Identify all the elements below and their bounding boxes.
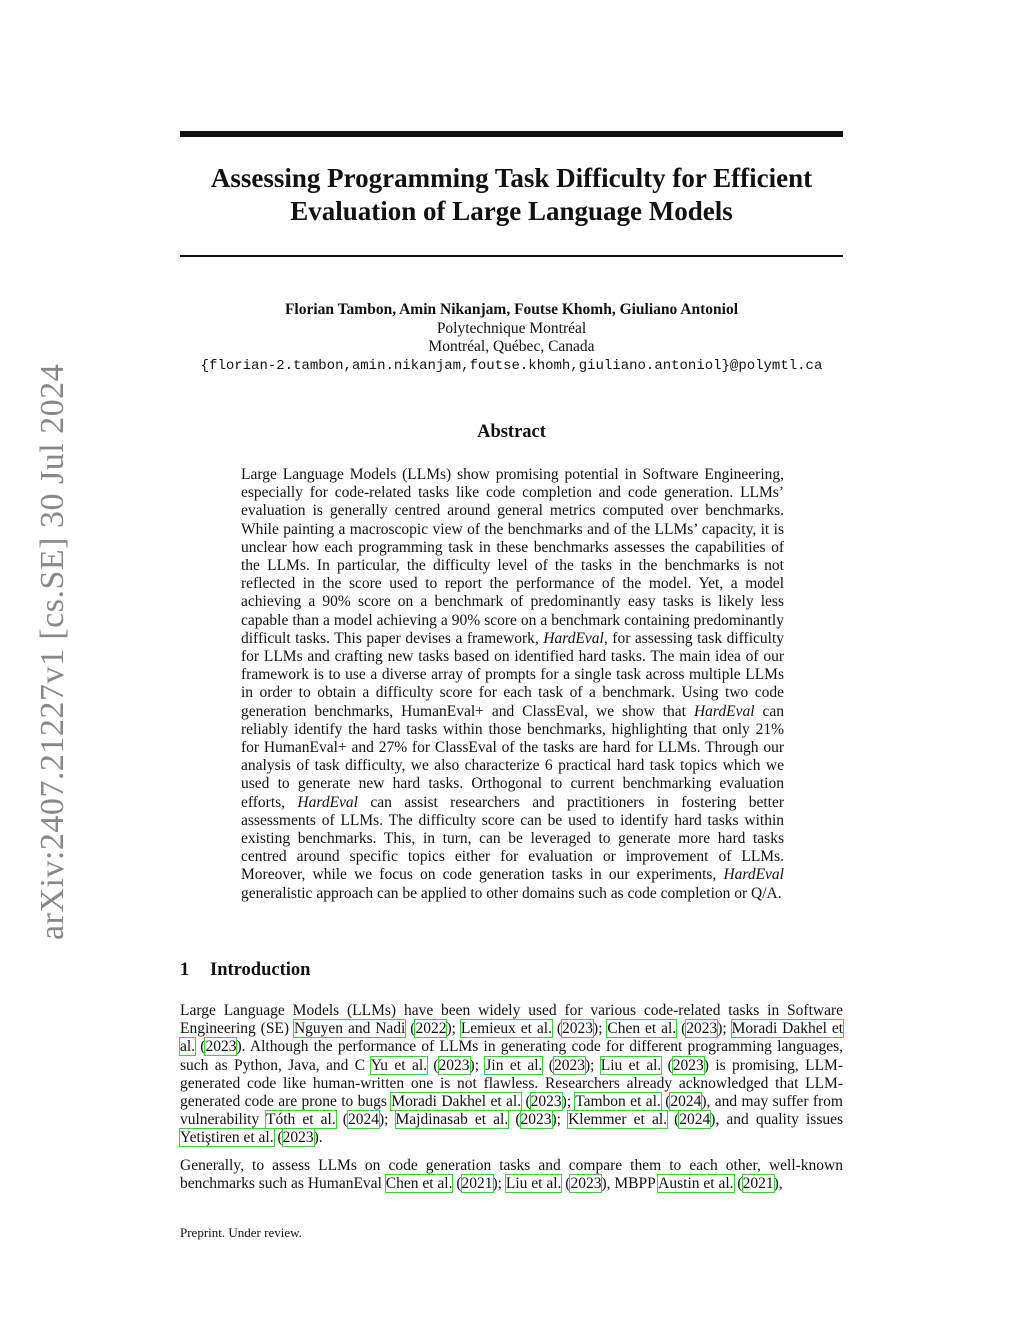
abstract-body	[241, 466, 784, 903]
footer-note: Preprint. Under review.	[180, 1225, 302, 1240]
citation-year-link[interactable]: 2023	[530, 1093, 562, 1111]
title-bottom-rule	[180, 255, 843, 257]
body-text: Generally, to assess LLMs on code generation tasks and compare them to each other, well-known benchmarks such as HumanEval	[180, 1157, 843, 1193]
body-text: is promising, LLM-generated code like human-written one is not flawless. Researchers already acknowledged that LLM-generated code are prone to bugs	[180, 1056, 843, 1111]
body-text: .	[318, 1129, 323, 1147]
citation-link[interactable]: Tambon et al.	[575, 1093, 661, 1111]
citation-link[interactable]: Nguyen and Nadi	[293, 1020, 406, 1038]
abstract-text: , for assessing task difficulty for LLMs and crafting new tasks based on identified hard tasks. The main idea of our framework is to use a diverse array of prompts for a single task across multiple LLMs in order to obtain a difficulty score for each task of a benchmark. Using two code generation benchmarks, HumanEval+ and ClassEval, we show that	[241, 629, 784, 720]
citation-year-link[interactable]: 2023	[562, 1020, 594, 1038]
author-names: Florian Tambon, Amin Nikanjam, Foutse Khomh, Giuliano Antoniol	[284, 301, 739, 318]
body-text: . Although the performance of LLMs in generating code for different programming languages, such as Python, Java, and C	[180, 1038, 843, 1074]
citation-year-link[interactable]: 2021	[742, 1175, 774, 1193]
citation-year-link[interactable]: 2023	[553, 1056, 585, 1074]
citation-link[interactable]: Lemieux et al.	[460, 1020, 552, 1038]
body-text: , MBPP	[606, 1175, 659, 1193]
author-location: Montréal, Québec, Canada	[428, 338, 595, 355]
body-text: Large Language Models (LLMs) have been widely used for various code-related tasks in Software Engineering (SE)	[180, 1002, 843, 1038]
citation-year-link[interactable]: 2023	[570, 1175, 602, 1193]
citation-year-link[interactable]: 2024	[670, 1093, 702, 1111]
citation-year-link[interactable]: 2023	[438, 1056, 470, 1074]
citation-link[interactable]: Yetiştiren et al.	[180, 1129, 274, 1147]
section-heading-introduction	[180, 960, 310, 981]
citation-link[interactable]: Austin et al.	[658, 1175, 734, 1193]
abstract-text: generalistic approach can be applied to other domains such as code completion or Q/A.	[241, 884, 782, 902]
body-text: ,	[778, 1175, 783, 1193]
citation-link[interactable]: Liu et al.	[600, 1056, 662, 1074]
body-text: , and quality issues	[715, 1111, 844, 1129]
citation-link[interactable]: Chen et al.	[385, 1175, 453, 1193]
citation-year-link[interactable]: 2023	[282, 1129, 314, 1147]
citation-link[interactable]: Majdinasab et al.	[395, 1111, 509, 1129]
citation-year-link[interactable]: 2024	[347, 1111, 379, 1129]
abstract-text: can reliably identify the hard tasks within those benchmarks, highlighting that only 21% for HumanEval+ and 27% for ClassEval of the tasks are hard for LLMs. Through our analysis of task difficulty, we also characterize 6 practical hard task topics which we used to generate new hard tasks. Orthogonal to current benchmarking evaluation efforts,	[241, 702, 784, 811]
arxiv-identifier: arXiv:2407.21227v1 [cs.SE] 30 Jul 2024	[34, 363, 71, 940]
intro-paragraph-2: Generally, to assess LLMs on code generation tasks and compare them to each other, well-known benchmarks such as HumanEval Chen et al. (2021); Liu et al. (2023), MBPP Austin et al. (2021),	[180, 1157, 843, 1193]
framework-name: HardEval	[543, 629, 604, 647]
author-block	[150, 301, 873, 375]
citation-year-link[interactable]: 2023	[686, 1020, 718, 1038]
citation-link[interactable]: Moradi Dakhel et al.	[180, 1020, 844, 1056]
citation-link[interactable]: Chen et al.	[607, 1020, 677, 1038]
citation-link[interactable]: Moradi Dakhel et al.	[391, 1093, 522, 1111]
abstract-text: can assist researchers and practitioners in fostering better assessments of LLMs. The difficulty score can be used to identify hard tasks within existing benchmarks. This, in turn, can be leveraged to generate more hard tasks centred around specific topics either for evaluation or improvement of LLMs. Moreover, while we focus on code generation tasks in our experiments,	[241, 793, 784, 884]
framework-name: HardEval	[297, 793, 358, 811]
citation-link[interactable]: Jin et al.	[485, 1056, 543, 1074]
section-title: Introduction	[210, 960, 311, 980]
citation-link[interactable]: Klemmer et al.	[568, 1111, 668, 1129]
abstract-text: Large Language Models (LLMs) show promising potential in Software Engineering, especially for code-related tasks like code completion and code generation. LLMs’ evaluation is generally centred around general metrics computed over benchmarks. While painting a macroscopic view of the benchmarks and of the LLMs’ capacity, it is unclear how each programming task in these benchmarks assesses the capabilities of the LLMs. In particular, the difficulty level of the tasks in the benchmarks is not reflected in the score used to report the performance of the model. Yet, a model achieving a 90% score on a benchmark of predominantly easy tasks is likely less capable than a model achieving a 90% score on a benchmark containing predominantly difficult tasks. This paper devises a framework,	[241, 466, 784, 647]
citation-link[interactable]: Yu et al.	[370, 1056, 428, 1074]
citation-year-link[interactable]: 2021	[461, 1175, 493, 1193]
author-affiliation: Polytechnique Montréal	[436, 319, 587, 337]
framework-name: HardEval	[723, 866, 784, 884]
citation-link[interactable]: Liu et al.	[505, 1175, 562, 1193]
citation-link[interactable]: Tóth et al.	[266, 1111, 336, 1129]
author-email: {florian-2.tambon,amin.nikanjam,foutse.khomh,giuliano.antoniol}@polymtl.ca	[200, 357, 823, 374]
body-text: , and may suffer from vulnerability	[180, 1093, 843, 1129]
title-top-rule	[180, 131, 843, 137]
section-number: 1	[180, 960, 190, 980]
citation-year-link[interactable]: 2023	[205, 1038, 237, 1056]
citation-year-link[interactable]: 2022	[415, 1020, 447, 1038]
citation-year-link[interactable]: 2023	[520, 1111, 552, 1129]
citation-year-link[interactable]: 2023	[672, 1056, 704, 1074]
abstract-heading: Abstract	[477, 422, 546, 442]
intro-paragraph-1: Large Language Models (LLMs) have been widely used for various code-related tasks in Software Engineering (SE) Nguyen and Nadi (2022); Lemieux et al. (2023); Chen et al. (2023); Moradi Dakhel et al. (2023). Although the performance of LLMs in generating code for different programming languages, such as Python, Java, and C Yu et al. (2023); Jin et al. (2023); Liu et al. (2023) is promising, LLM-generated code like human-written one is not flawless. Researchers already acknowledged that LLM-generated code are prone to bugs Moradi Dakhel et al. (2023); Tambon et al. (2024), and may suffer from vulnerability Tóth et al. (2024); Majdinasab et al. (2023); Klemmer et al. (2024), and quality issues Yetiştiren et al. (2023).	[180, 1002, 844, 1147]
framework-name: HardEval	[693, 702, 755, 720]
paper-title: Assessing Programming Task Difficulty for Efficient Evaluation of Large Language Models	[210, 163, 813, 226]
citation-year-link[interactable]: 2024	[679, 1111, 711, 1129]
